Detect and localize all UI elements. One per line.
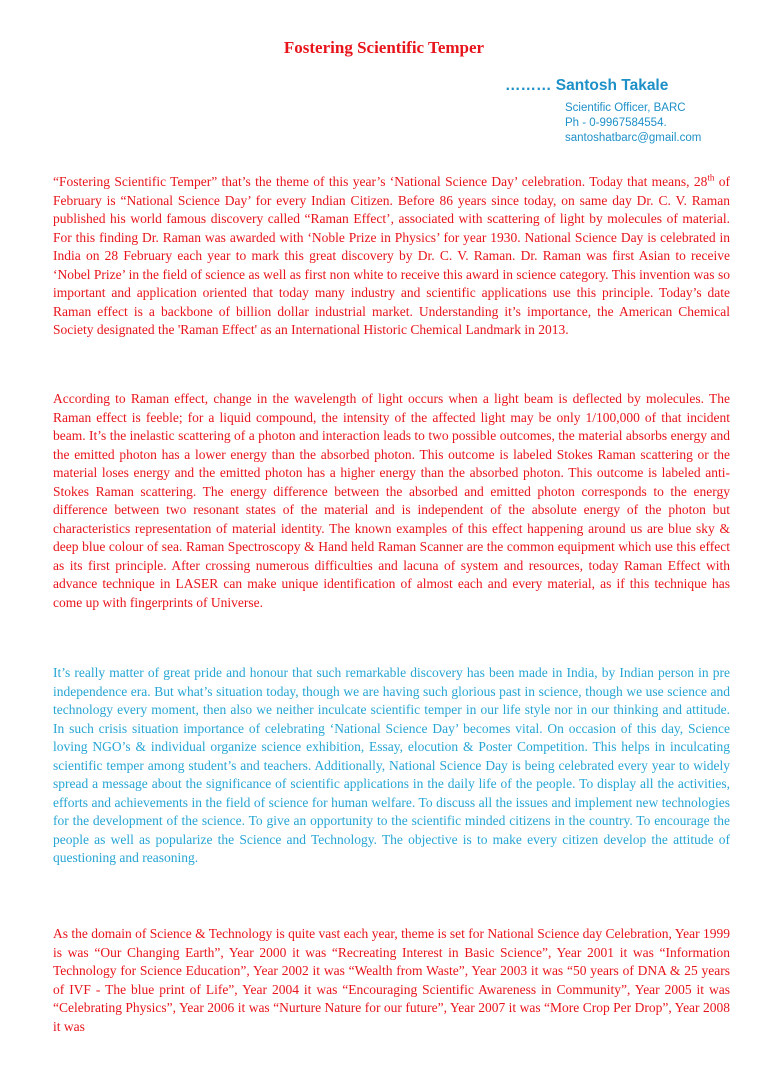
- paragraph-themes: As the domain of Science & Technology is quite vast each year, theme is set for National Science day Celebration, Year 1999 is was “Our Changing Earth”, Year 2000 it was “Recreating Interest in Basic Science”, Year 2001 it was “Information Technology for Science Education”, Year 2002 it was “Wealth from Waste”, Year 2003 it was “50 years of DNA & 25 years of IVF - The blue print of Life”, Year 2004 it was “Encouraging Scientific Awareness in Community”, Year 2005 it was “Celebrating Physics”, Year 2006 it was “Nurture Nature for our future”, Year 2007 it was “More Crop Per Drop”, Year 2008 it was: [53, 926, 730, 1034]
- paragraph-science-day: It’s really matter of great pride and honour that such remarkable discovery has been made in India, by Indian person in pre independence era. But what’s situation today, though we are having such glorious past in science, though we use science and technology every moment, then also we neither inculcate scientific temper in our life style nor in our thinking and attitude. In such crisis situation importance of celebrating ‘National Science Day’ becomes vital. On occasion of this day, Science loving NGO’s & individual organize science exhibition, Essay, elocution & Poster Competition. This helps in inculcating scientific temper among student’s and teachers. Additionally, National Science Day is being celebrated every year to widely spread a message about the significance of scientific applications in the daily life of the people. To display all the activities, efforts and achievements in the field of science for human welfare. To discuss all the issues and implement new technologies for the development of the science. To give an opportunity to the scientific minded citizens in the country. To encourage the people as well as popularize the Science and Technology. The objective is to make every citizen develop the attitude of questioning and reasoning.: [53, 665, 730, 865]
- paragraph-intro: [53, 173, 730, 340]
- author-info: [565, 101, 701, 146]
- paragraph-intro-part-b: of February is “National Science Day’ for every Indian Citizen. Before 86 years since today, on same day Dr. C. V. Raman published his world famous discovery called “Raman Effect’, associated with scattering of light by molecules of material. For this finding Dr. Raman was awarded with ‘Noble Prize in Physics’ for year 1930. National Science Day is celebrated in India on 28 February each year to mark this great discovery by Dr. C. V. Raman. Dr. Raman was first Asian to receive ‘Nobel Prize’ in the field of science as well as first non white to receive this award in science category. This invention was so important and application oriented that today many industry and scientific applications use this principle. Today’s date Raman effect is a backbone of billion dollar industrial market. Understanding it’s importance, the American Chemical Society designated the 'Raman Effect' as an International Historic Chemical Landmark in 2013.: [53, 174, 730, 337]
- author-email: santoshatbarc@gmail.com: [565, 132, 702, 144]
- document-title: Fostering Scientific Temper: [283, 38, 485, 57]
- author-position: Scientific Officer, BARC: [565, 102, 686, 114]
- author-phone: Ph - 0-9967584554.: [565, 117, 667, 129]
- paragraph-intro-part-a: “Fostering Scientific Temper” that’s the theme of this year’s ‘National Science Day’ celebration. Today that means, 28: [53, 174, 708, 189]
- author-name: ……… Santosh Takale: [505, 77, 669, 94]
- paragraph-raman-effect: According to Raman effect, change in the wavelength of light occurs when a light beam is deflected by molecules. The Raman effect is feeble; for a liquid compound, the intensity of the affected light may be only 1/100,000 of that incident beam. It’s the inelastic scattering of a photon and interaction leads to two possible outcomes, the material absorbs energy and the emitted photon has a lower energy than the absorbed photon. This outcome is labeled Stokes Raman scattering or the material loses energy and the emitted photon has a higher energy than the absorbed photon. This outcome is labeled anti-Stokes Raman scattering. The energy difference between the absorbed and emitted photon corresponds to the energy difference between two resonant states of the material and is independent of the absolute energy of the photon but characteristics representation of material identity. The known examples of this effect happening around us are blue sky & deep blue colour of sea. Raman Spectroscopy & Hand held Raman Scanner are the common equipment which use this effect as its first principle. After crossing numerous difficulties and lacuna of system and resources, today Raman Effect with advance technique in LASER can make unique identification of almost each and every material, as if this technique has come up with fingerprints of Universe.: [53, 391, 730, 610]
- ordinal-suffix: th: [707, 172, 715, 183]
